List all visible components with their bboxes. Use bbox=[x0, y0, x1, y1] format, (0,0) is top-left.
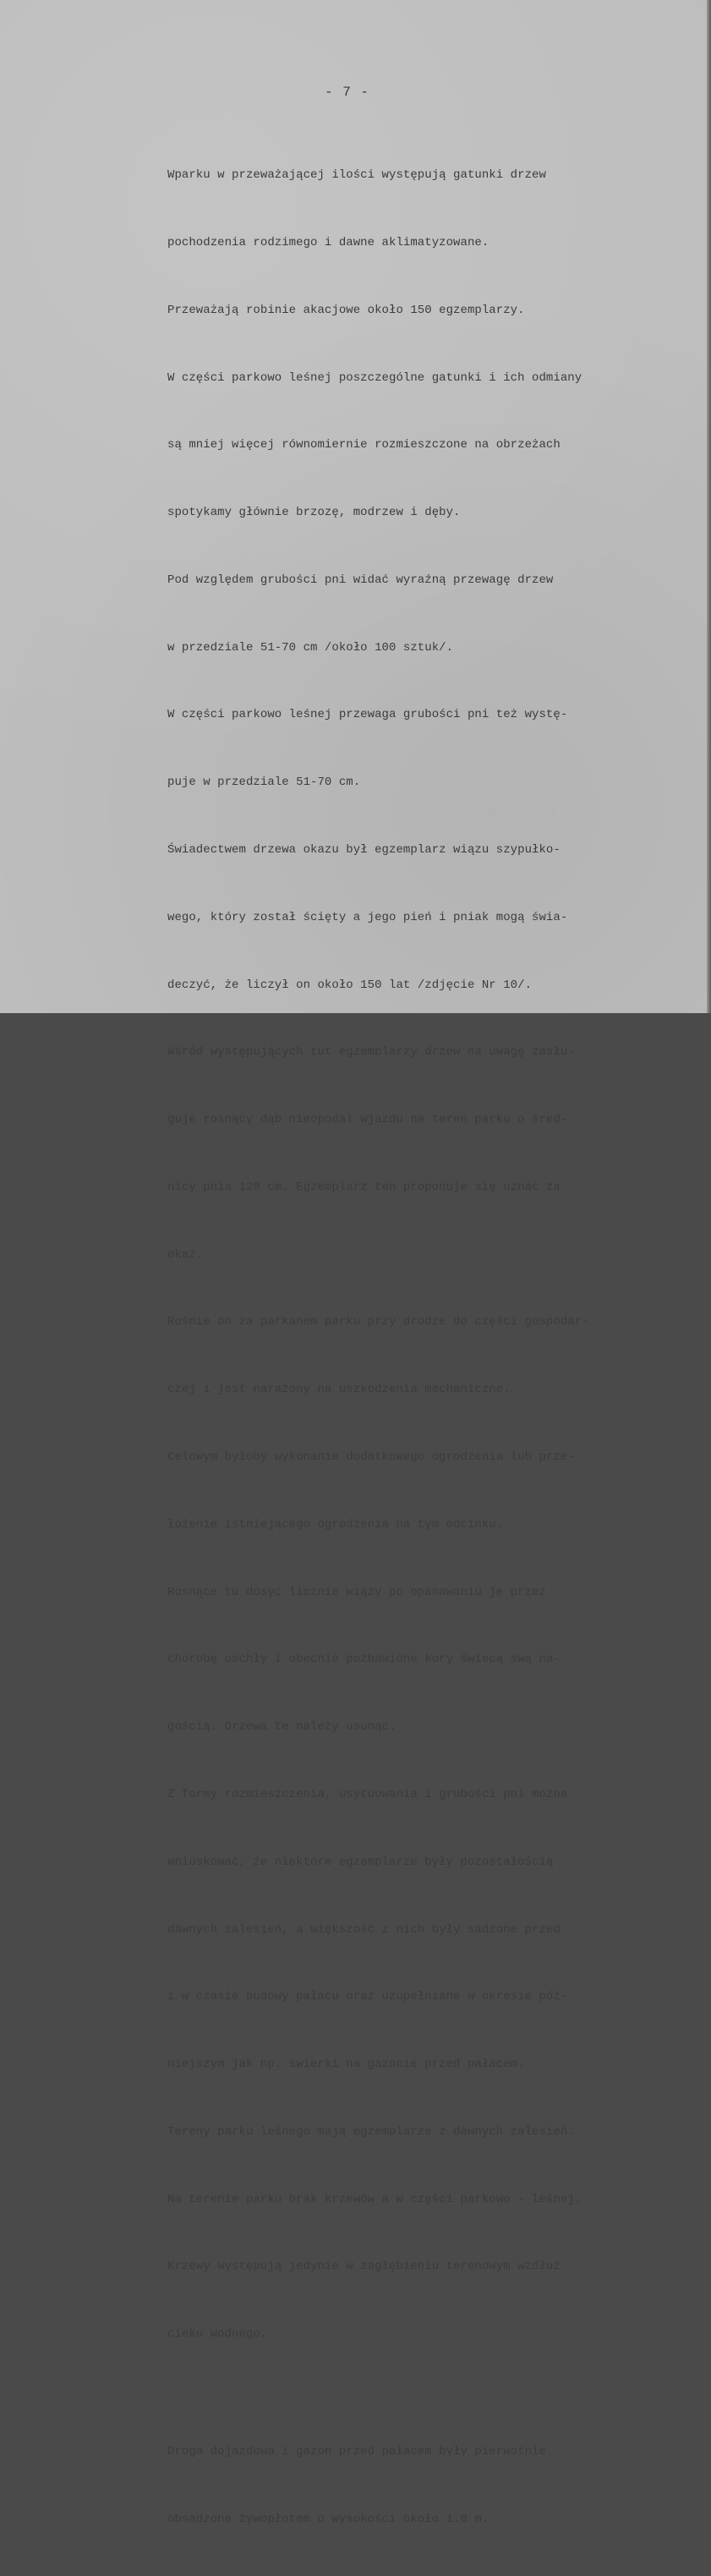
scan-edge bbox=[707, 0, 711, 1013]
text-line: wnioskować, że niektóre egzemplarze były pozostałością bbox=[167, 1855, 554, 1869]
text-line: Na terenie parku brak krzewów a w części parkowo - leśnej. bbox=[167, 2192, 582, 2206]
text-line: Krzewy występują jedynie w zagłębieniu terenowym wzdłuż bbox=[167, 2260, 561, 2274]
text-line: obsadzone żywopłotem o wysokości około 1.0 m. bbox=[167, 2512, 489, 2526]
text-line: pochodzenia rodzimego i dawne aklimatyzowane. bbox=[167, 235, 489, 249]
text-line: Droga dojazdowa i gazon przed pałacem były pierwotnie bbox=[167, 2445, 546, 2459]
text-line: W części parkowo leśnej poszczególne gatunki i ich odmiany bbox=[167, 370, 582, 385]
text-line: chorobę uschły i obecnie pozbawione kory świecą swą na- bbox=[167, 1652, 561, 1667]
text-line: okaz. bbox=[167, 1247, 204, 1262]
text-line: gością. Drzewa te należy usunąć. bbox=[167, 1720, 397, 1735]
text-line: dawnych zalesień, a większość z nich były sadzone przed bbox=[167, 1922, 561, 1937]
text-line: puje w przedziale 51-70 cm. bbox=[167, 776, 361, 790]
text-line: Świadectwem drzewa okazu był egzemplarz wiązu szypułko- bbox=[167, 843, 561, 857]
page-number: - 7 - bbox=[325, 85, 370, 100]
text-line: w przedziale 51-70 cm /około 100 sztuk/. bbox=[167, 640, 454, 655]
text-line: Pod względem grubości pni widać wyraźną przewagę drzew bbox=[167, 573, 554, 587]
text-line: Wśród występujących tut egzemplarzy drzew na uwagę zasłu- bbox=[167, 1045, 575, 1060]
text-line: W części parkowo leśnej przewaga grubości pni też wystę- bbox=[167, 708, 568, 722]
text-line: deczyć, że liczył on około 150 lat /zdjęcie Nr 10/. bbox=[167, 978, 533, 992]
text-line: spotykamy głównie brzozę, modrzew i dęby. bbox=[167, 506, 461, 520]
text-line: czej i jest narażony na uszkodzenia mechaniczne. bbox=[167, 1383, 511, 1397]
paragraph-gap bbox=[167, 2391, 687, 2396]
text-line: Z formy rozmieszczenia, usytuowania i grubości pni można bbox=[167, 1787, 568, 1801]
text-line: Rośnie on za parkanem parku przy drodze do części gospodar- bbox=[167, 1315, 589, 1329]
text-line: Wparku w przeważającej ilości występują gatunki drzew bbox=[167, 168, 546, 183]
text-line: Tereny parku leśnego mają egzemplarze z dawnych zalesień. bbox=[167, 2124, 575, 2139]
text-line: i w czasie budowy pałacu oraz uzupełniane w okresie póź- bbox=[167, 1990, 568, 2004]
text-line: łożenie istniejącego ogrodzenia na tym odcinku. bbox=[167, 1517, 504, 1532]
text-line: są mniej więcej równomiernie rozmieszczone na obrzeżach bbox=[167, 438, 561, 452]
text-line: Rosnące tu dosyć licznie wiązy po opanowaniu je przez bbox=[167, 1585, 546, 1599]
text-line: guje rosnący dąb nieopodal wjazdu na teren parku o śred- bbox=[167, 1113, 568, 1127]
text-line: wego, który został ścięty a jego pień i pniak mogą świa- bbox=[167, 910, 568, 924]
text-line: Celowym byłoby wykonanie dodatkowego ogrodzenia lub prze- bbox=[167, 1450, 575, 1465]
text-line: nicy pnia 120 cm. Egzemplarz ten proponuje się uznać za bbox=[167, 1180, 561, 1194]
text-line: cieku wodnego. bbox=[167, 2327, 268, 2342]
text-line: niejszym jak np. świerki na gazonie przed pałacem. bbox=[167, 2058, 525, 2072]
text-line: Przeważają robinie akacjowe około 150 egzemplarzy. bbox=[167, 303, 525, 317]
body-text bbox=[167, 119, 687, 2576]
